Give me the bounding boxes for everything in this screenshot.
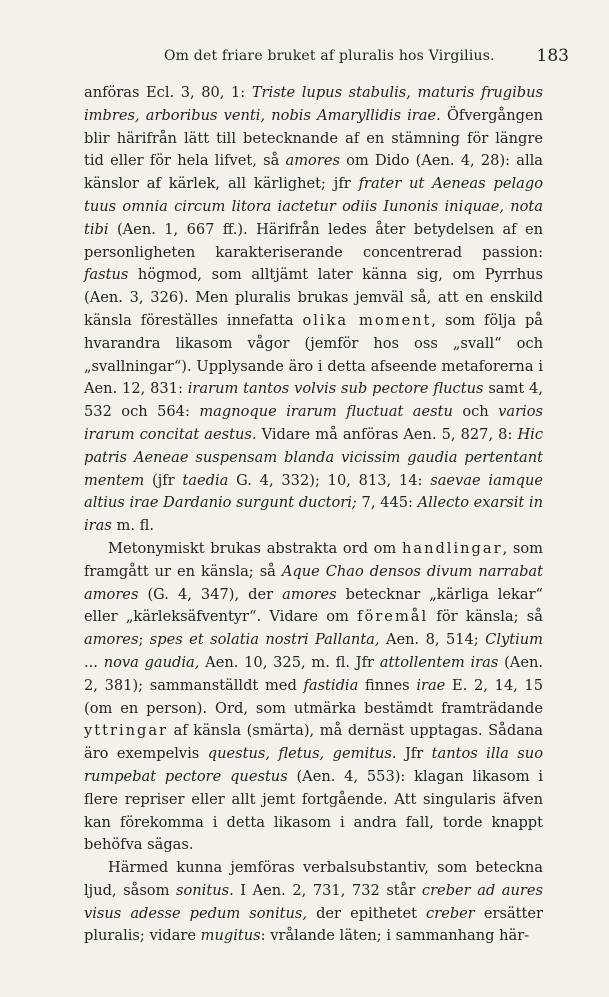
italic-text: attollentem iras	[379, 653, 499, 671]
text-run: 7, 445:	[356, 494, 418, 512]
text-run: betecknar „kärliga lekar“ eller „kärleksäfventyr“. Vidare om	[84, 585, 544, 626]
text-run: (Aen. 2, 381); sammanställdt med	[84, 653, 544, 694]
text-run: om Dido (Aen. 4, 28): alla känslor af kärlek, all kärlighet; jfr	[84, 152, 543, 193]
italic-text: Hic patris Aeneae suspensam blanda vicissim gaudia pertentant mentem	[84, 425, 544, 489]
italic-text: mugitus	[200, 927, 261, 945]
italic-text: fastus	[84, 266, 129, 284]
italic-text: spes et solatia nostri Pallanta,	[149, 631, 380, 649]
page-header	[84, 44, 569, 68]
italic-text: sonitus.	[176, 881, 234, 899]
text-run: ;	[138, 631, 150, 649]
text-run: och	[452, 403, 499, 421]
italic-text: questus, fletus, gemitus.	[207, 745, 397, 763]
text-run: E. 2, 14, 15 (om en person). Ord, som utmärka bestämdt framträdande	[84, 676, 544, 717]
italic-text: irae	[416, 676, 446, 694]
text-run: Vidare må anföras Aen. 5, 827, 8:	[256, 425, 518, 443]
text-run: der epithetet	[307, 904, 427, 922]
text-run: finnes	[358, 676, 417, 694]
text-run: (Aen. 1, 667 ff.). Härifrån ledes åter betydelsen af en personligheten karakteriserande concentrerad passion:	[84, 220, 543, 261]
italic-text: Clytium ... nova gaudia,	[84, 631, 544, 671]
spaced-text: föremål	[357, 608, 429, 626]
paragraph-1	[84, 82, 543, 538]
italic-text: tantos illa suo rumpebat pectore questus	[84, 745, 543, 785]
text-run: Metonymiskt brukas abstrakta ord om	[108, 539, 402, 557]
text-run: m. fl.	[111, 517, 154, 535]
text-run: högmod, som alltjämt later känna sig, om Pyrrhus (Aen. 3, 326). Men pluralis brukas jemväl så, att en enskild känsla föreställes innefatta	[84, 266, 543, 329]
text-run: : vrålande läten; i sammanhang här-	[260, 927, 530, 945]
text-run: ersätter pluralis; vidare	[84, 904, 543, 945]
italic-text: irarum tantos volvis sub pectore fluctus	[187, 380, 484, 398]
paragraph-2	[84, 538, 543, 857]
text-run: Öfvergången blir härifrån lätt till betecknande af en stämning för längre tid eller för hela lifvet, så	[84, 106, 543, 170]
text-run: (Aen. 4, 553): klagan likasom i flere repriser eller allt jemt fortgående. Att singularis äfven kan förekomma i detta likasom i andra fall, torde knappt behöfva sägas.	[84, 767, 543, 854]
italic-text: amores	[84, 631, 139, 649]
text-run: Aen. 8, 514;	[379, 631, 486, 649]
running-title: Om det friare bruket af pluralis hos Virgilius.	[164, 48, 495, 64]
text-run: samt 4, 532 och 564:	[84, 380, 543, 421]
italic-text: magnoque irarum fluctuat aestu	[199, 403, 453, 421]
text-run: G. 4, 332); 10, 813, 14:	[228, 471, 431, 489]
text-run: Härmed kunna jemföras verbalsubstantiv, som beteckna ljud, såsom	[84, 859, 543, 899]
spaced-text: handlingar	[401, 539, 503, 557]
text-run: (G. 4, 347), der	[138, 585, 283, 603]
spaced-text: olika moment	[302, 311, 432, 329]
italic-text: creber ad aures visus adesse pedum sonitus,	[84, 881, 544, 922]
text-run: för känsla; så	[428, 608, 543, 626]
text-run: Jfr	[396, 745, 432, 763]
italic-text: fastidia	[303, 676, 359, 694]
text-run: (jfr	[144, 471, 183, 489]
spaced-text: yttringar	[84, 722, 169, 740]
italic-text: frater ut Aeneas pelago tuus omnia circum litora iactetur odiis Iunonis iniquae, nota tibi	[84, 175, 543, 238]
italic-text: Triste lupus stabulis, maturis frugibus imbres, arboribus venti, nobis Amaryllidis irae.	[84, 84, 543, 124]
italic-text: creber	[426, 904, 475, 922]
italic-text: amores	[285, 152, 340, 170]
italic-text: taedia	[182, 471, 229, 489]
page-body	[84, 82, 543, 948]
text-run: I Aen. 2, 731, 732 står	[233, 881, 422, 899]
text-run: af känsla (smärta), må dernäst upptagas. Sådana äro exempelvis	[84, 722, 543, 763]
text-run: anföras Ecl. 3, 80, 1:	[84, 84, 252, 101]
page-number: 183	[536, 46, 569, 66]
text-run: Aen. 10, 325, m. fl. Jfr	[199, 653, 380, 671]
italic-text: saevae iamque altius irae Dardanio surgunt ductori;	[84, 471, 544, 512]
italic-text: amores	[282, 585, 337, 603]
text-run: , som framgått ur en känsla; så	[84, 539, 543, 580]
paragraph-3	[84, 857, 543, 948]
italic-text: Aque Chao densos divum narrabat amores	[84, 562, 543, 603]
italic-text: Allecto exarsit in iras	[84, 494, 544, 535]
text-run: , som följa på hvarandra likasom vågor (jemför hos oss „svall“ och „svallningar“). Upplysande äro i detta afseende metaforerna i Aen. 12, 831:	[84, 311, 543, 398]
italic-text: varios irarum concitat aestus.	[84, 403, 543, 443]
